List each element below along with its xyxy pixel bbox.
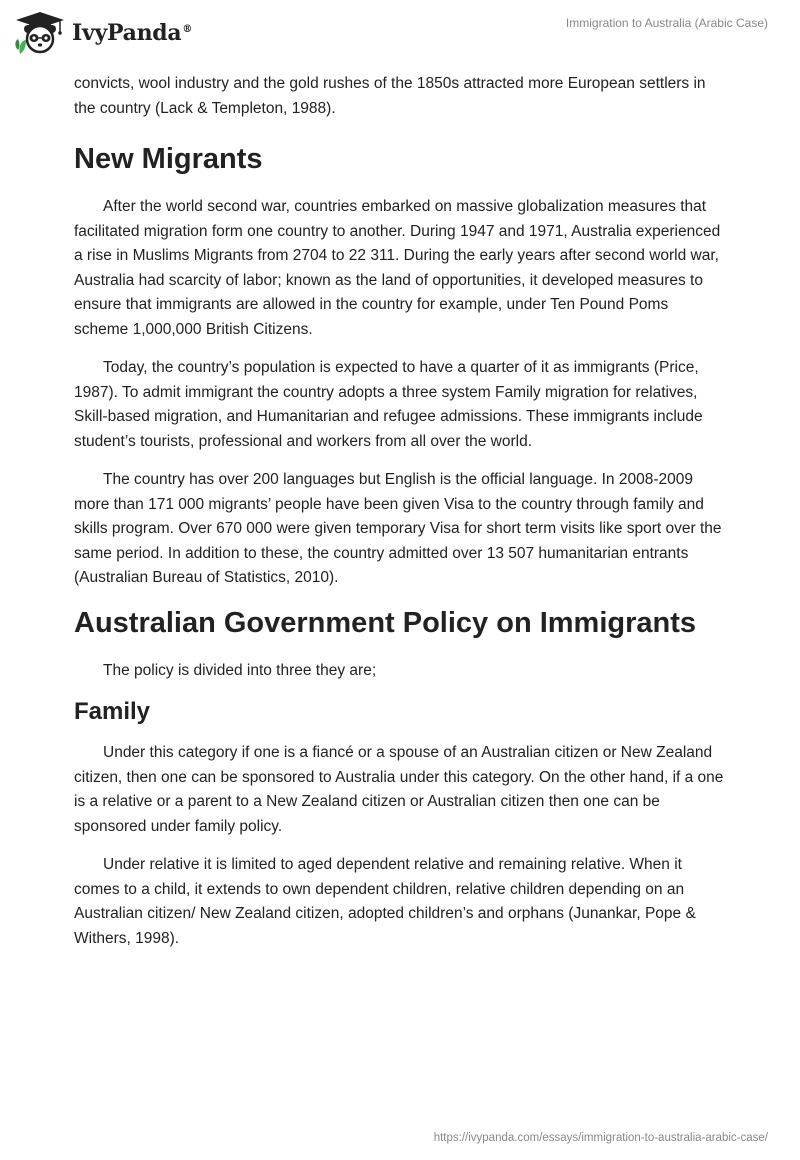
paragraph: Today, the country’s population is expected to have a quarter of it as immigrants (Price, 1987). To admit immigrant the country adopts a three system Family migration for relatives, Skill-based migration, and Humanitarian and refugee admissions. These immigrants include student’s tourists, professional and workers from all over the world. (74, 359, 703, 450)
source-url[interactable]: https://ivypanda.com/essays/immigration-to-australia-arabic-case/ (433, 1132, 768, 1144)
intro-paragraph: convicts, wool industry and the gold rushes of the 1850s attracted more European settlers in the country (Lack & Templeton, 1988). (74, 75, 706, 117)
heading-family: Family (74, 698, 151, 725)
registered-mark: ® (182, 23, 193, 35)
paragraph: Under this category if one is a fiancé or a spouse of an Australian citizen or New Zealand citizen, then one can be sponsored to Australia under this category. On the other hand, if a one is a relative or a parent to a New Zealand citizen or Australian citizen then one can be sponsored under family policy. (74, 744, 724, 835)
paragraph: The policy is divided into three they are; (103, 661, 377, 679)
paragraph: The country has over 200 languages but English is the official language. In 2008-2009 more than 171 000 migrants’ people have been given Visa to the country through family and skills program. Over 670 000 were given temporary Visa for short term visits like sport over the same period. In addition to these, the country admitted over 13 507 humanitarian entrants (Australian Bureau of Statistics, 2010). (74, 471, 722, 586)
article-body (74, 72, 724, 965)
brand-name: IvyPanda® (72, 20, 193, 46)
paragraph: After the world second war, countries embarked on massive globalization measures that facilitated migration form one country to another. During 1947 and 1971, Australia experienced a rise in Muslims Migrants from 2704 to 22 311. During the early years after second world war, Australia had scarcity of labor; known as the land of opportunities, it developed measures to ensure that immigrants are allowed in the country for example, under Ten Pound Poms scheme 1,000,000 British Citizens. (74, 198, 721, 338)
document-title: Immigration to Australia (Arabic Case) (565, 16, 768, 30)
heading-government-policy: Australian Government Policy on Immigrants (74, 606, 697, 639)
page-header (0, 0, 800, 66)
heading-new-migrants: New Migrants (74, 143, 263, 175)
ivypanda-logo[interactable] (14, 8, 192, 58)
panda-graduation-cap-icon (14, 10, 66, 56)
paragraph: Under relative it is limited to aged dependent relative and remaining relative. When it comes to a child, it extends to own dependent children, relative children depending on an Australian citizen/ New Zealand citizen, adopted children’s and orphans (Junankar, Pope & Withers, 1998). (74, 856, 696, 947)
